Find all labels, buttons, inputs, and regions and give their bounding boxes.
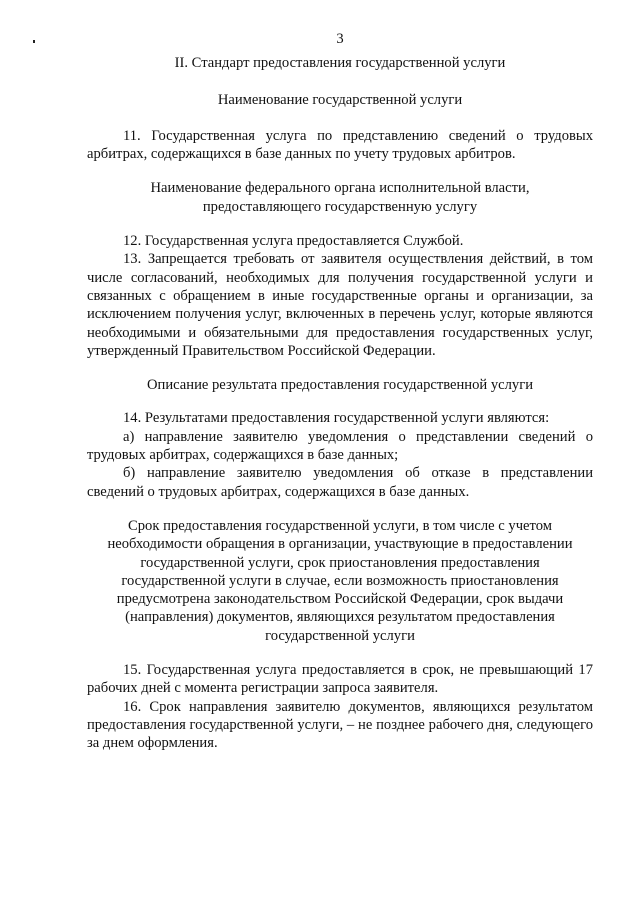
- paragraph-15: 15. Государственная услуга предоставляется в срок, не превышающий 17 рабочих дней с момента регистрации запроса заявителя.: [87, 662, 593, 697]
- paragraph-11: 11. Государственная услуга по представлению сведений о трудовых арбитрах, содержащихся в базе данных по учету трудовых арбитров.: [87, 127, 593, 163]
- heading-authority-line-2: предоставляющего государственную услугу: [202, 198, 478, 215]
- heading-term-line-2: необходимости обращения в организации, участвующие в предоставлении: [107, 536, 573, 553]
- heading-term-line-1: Срок предоставления государственной услуги, в том числе с учетом: [128, 517, 552, 534]
- scan-mark: [33, 40, 35, 43]
- heading-service-name: Наименование государственной услуги: [217, 91, 463, 108]
- paragraph-14: 14. Результатами предоставления государственной услуги являются:: [123, 410, 550, 427]
- heading-term-line-7: государственной услуги: [265, 627, 415, 644]
- heading-term-line-5: предусмотрена законодательством Российской Федерации, срок выдачи: [116, 591, 564, 608]
- document-page: [87, 30, 593, 753]
- paragraph-14b: б) направление заявителю уведомления об отказе в представлении сведений о трудовых арбитрах, содержащихся в базе данных.: [87, 465, 593, 500]
- section-title: II. Стандарт предоставления государственной услуги: [174, 55, 506, 72]
- page-number: 3: [336, 31, 344, 47]
- heading-result: Описание результата предоставления государственной услуги: [146, 377, 534, 394]
- heading-term-line-6: (направления) документов, являющихся результатом предоставления: [125, 609, 555, 626]
- paragraph-14a: а) направление заявителю уведомления о представлении сведений о трудовых арбитрах, содержащихся в базе данных;: [87, 428, 593, 464]
- heading-authority-line-1: Наименование федерального органа исполнительной власти,: [150, 180, 530, 197]
- heading-term-line-4: государственной услуги в случае, если возможность приостановления: [121, 572, 559, 589]
- heading-term-line-3: государственной услуги, срок приостановления предоставления: [140, 554, 540, 571]
- paragraph-16: 16. Срок направления заявителю документов, являющихся результатом предоставления государственной услуги, – не позднее рабочего дня, следующего за днем оформления.: [87, 698, 593, 752]
- paragraph-13: 13. Запрещается требовать от заявителя осуществления действий, в том числе согласований, необходимых для получения государственной услуги и связанных с обращением в иные государственные органы и организации, за исключением получения услуг, включенных в перечень услуг, которые являются необходимыми и обязательными для предоставления государственных услуг, утвержденный Правительством Российской Федерации.: [87, 251, 593, 359]
- paragraph-12: 12. Государственная услуга предоставляется Службой.: [123, 233, 464, 250]
